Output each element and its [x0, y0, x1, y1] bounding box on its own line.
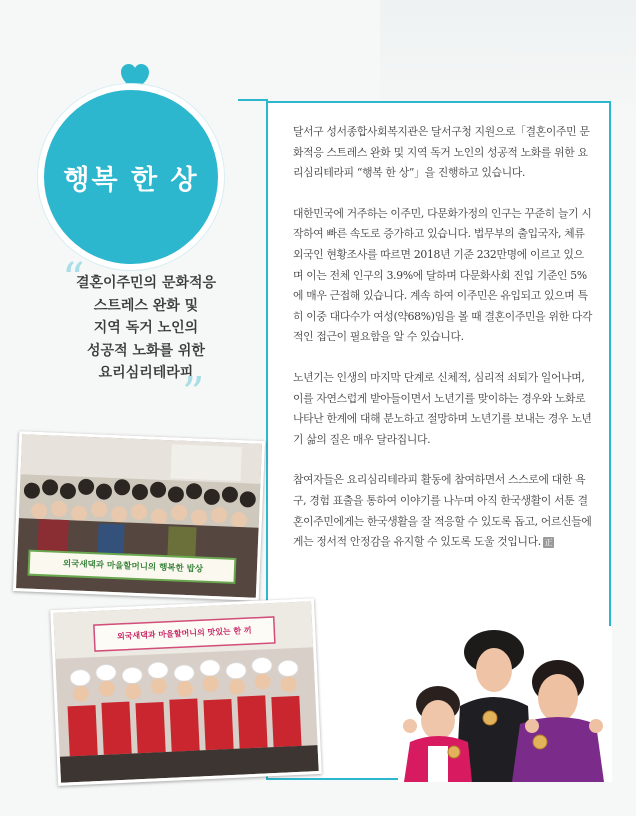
- participants-photo-image: [398, 626, 612, 782]
- title-badge: [44, 90, 218, 264]
- frame-connector: [238, 99, 268, 101]
- page-title: 행복 한 상: [63, 164, 199, 196]
- paragraph: [293, 470, 593, 552]
- banner-text: 외국새댁과 마을할머니의 행복한 밥상: [62, 558, 204, 575]
- open-quote-mark: “: [62, 254, 85, 305]
- quote-line: 스트레스 완화 및: [93, 297, 199, 314]
- paragraph: 노년기는 인생의 마지막 단계로 신체적, 심리적 쇠퇴가 일어나며, 이를 자연스럽게 받아들이면서 노년기를 맞이하는 경우와 노화로 나타난 한계에 대해 분노하고 절망하며 노년기를 보내는 경우 노년기 삶의 질은 매우 달라집니다.: [293, 370, 592, 446]
- article-body: [293, 122, 593, 573]
- paragraph-text: 참여자들은 요리심리테라피 활동에 참여하면서 스스로에 대한 욕구, 경험 표출을 통하여 이야기를 나누며 아직 한국생활이 서툰 결혼이주민에게는 한국생활을 잘 적응할 수 있도록 돕고, 어르신들에게는 정서적 안정감을 유지할 수 있도록 도울 것입니다.: [293, 473, 592, 549]
- paragraph: 달서구 성서종합사회복지관은 달서구청 지원으로「결혼이주민 문화적응 스트레스 완화 및 지역 독거 노인의 성공적 노화를 위한 요리심리테라피 “행복 한 상”」을 진행하고 있습니다.: [293, 125, 590, 180]
- close-quote-mark: ”: [182, 368, 205, 419]
- quote-line: 성공적 노화를 위한: [87, 342, 205, 359]
- banner-text: 외국새댁과 마을할머니의 맛있는 한 끼: [116, 625, 252, 642]
- quote-line: 요리심리테라피: [98, 365, 194, 381]
- pull-quote: [52, 272, 240, 385]
- group-photo-2: [50, 598, 322, 786]
- participants-photo: [398, 626, 612, 782]
- end-mark: 正: [544, 537, 553, 547]
- paragraph: 대한민국에 거주하는 이주민, 다문화가정의 인구는 꾸준히 늘기 시작하여 빠른 속도로 증가하고 있습니다. 법무부의 출입국자, 체류 외국인 현황조사를 따르면 2018년 기준 232만명에 이르고 있으며 이는 전체 인구의 3.9%에 달하며 다문화사회 진입 기준인 5%에 매우 근접해 있습니다. 계속 하여 이주민은 유입되고 있으며 특히 이중 대다수가 여성(약68%)임을 볼 때 결혼이주민을 위한 다각적인 접근이 필요함을 알 수 있습니다.: [293, 206, 593, 344]
- group-photo-1: [13, 431, 265, 601]
- quote-line: 결혼이주민의 문화적응: [75, 275, 217, 291]
- quote-line: 지역 독거 노인의: [93, 320, 199, 336]
